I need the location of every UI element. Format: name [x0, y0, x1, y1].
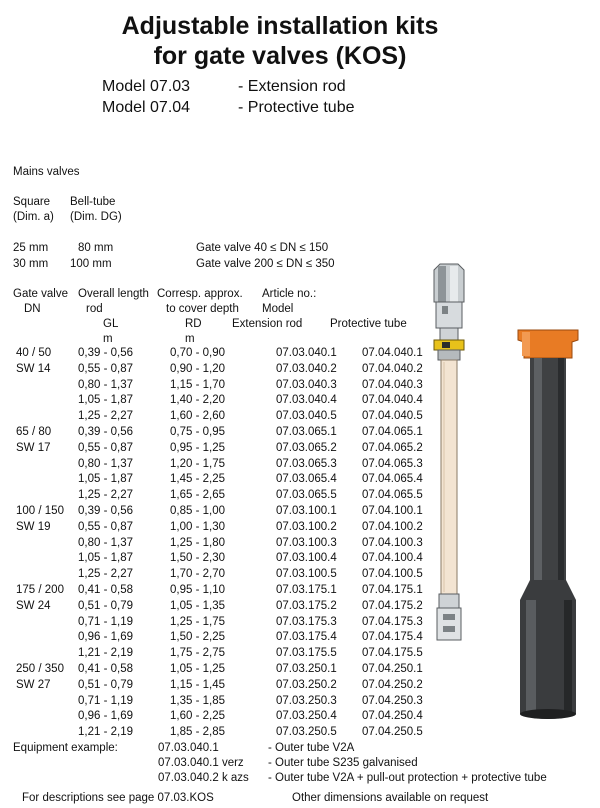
gate-valve-cell: SW 24 [16, 599, 51, 612]
cover-depth-cell: 1,65 - 2,65 [170, 489, 225, 502]
cover-depth-cell: 1,40 - 2,20 [170, 394, 225, 407]
protective-tube-article-cell: 07.04.250.1 [362, 662, 423, 675]
protective-tube-article-cell: 07.04.065.2 [362, 441, 423, 454]
table-row [12, 504, 452, 520]
cover-depth-cell: 1,15 - 1,45 [170, 678, 225, 691]
table-row [12, 646, 452, 662]
overall-length-cell: 0,55 - 0,87 [78, 362, 133, 375]
square-sub-label: (Dim. a) [13, 211, 54, 223]
equipment-desc-1: - Outer tube V2A [268, 742, 355, 754]
table-row [12, 457, 452, 473]
header-dn: DN [24, 303, 41, 315]
gate-valve-cell: SW 17 [16, 441, 51, 454]
table-row [12, 378, 452, 394]
extension-rod-article-cell: 07.03.250.1 [276, 662, 337, 675]
header-gate-valve: Gate valve [13, 288, 68, 300]
cover-depth-cell: 1,70 - 2,70 [170, 568, 225, 581]
gate-valve-cell: 250 / 350 [16, 662, 64, 675]
cover-depth-cell: 1,35 - 1,85 [170, 694, 225, 707]
overall-length-cell: 0,39 - 0,56 [78, 347, 133, 359]
gate-valve-cell [12, 725, 78, 741]
gate-valve-cell [12, 409, 78, 425]
protective-tube-article-cell: 07.04.065.1 [362, 425, 423, 438]
cover-depth-cell: 1,15 - 1,70 [170, 378, 225, 391]
equipment-desc-3: - Outer tube V2A + pull-out protection + protective tube [268, 772, 547, 784]
header-cover-depth: to cover depth [166, 303, 239, 315]
extension-rod-article-cell: 07.03.065.2 [276, 441, 337, 454]
gate-valve-cell: SW 19 [16, 520, 51, 533]
extension-rod-article-cell: 07.03.250.5 [276, 726, 337, 739]
gate-valve-cell [12, 709, 78, 725]
dn-range-2: Gate valve 200 ≤ DN ≤ 350 [196, 258, 335, 270]
footer-dimensions-note: Other dimensions available on request [292, 792, 489, 804]
cover-depth-cell: 1,20 - 1,75 [170, 457, 225, 470]
overall-length-cell: 0,51 - 0,79 [78, 599, 133, 612]
cover-depth-cell: 1,50 - 2,25 [170, 631, 225, 644]
extension-rod-article-cell: 07.03.175.4 [276, 631, 337, 644]
overall-length-cell: 1,25 - 2,27 [78, 489, 133, 502]
table-row [12, 630, 452, 646]
overall-length-cell: 0,96 - 1,69 [78, 631, 133, 644]
model-desc-1: - Extension rod [238, 78, 346, 95]
extension-rod-article-cell: 07.03.175.5 [276, 647, 337, 660]
gate-valve-cell [12, 393, 78, 409]
overall-length-cell: 0,41 - 0,58 [78, 662, 133, 675]
gate-valve-cell: 65 / 80 [16, 425, 52, 438]
table-row [12, 567, 452, 583]
extension-rod-article-cell: 07.03.250.2 [276, 678, 337, 691]
table-row [12, 441, 452, 457]
table-row [12, 362, 452, 378]
cover-depth-cell: 0,90 - 1,20 [170, 362, 225, 375]
dn-range-1: Gate valve 40 ≤ DN ≤ 150 [196, 242, 329, 254]
extension-rod-article-cell: 07.03.100.1 [276, 504, 337, 517]
cover-depth-cell: 1,25 - 1,80 [170, 536, 225, 549]
extension-rod-article-cell: 07.03.040.2 [276, 362, 337, 375]
header-overall-length: Overall length [78, 288, 149, 300]
protective-tube-article-cell: 07.04.250.5 [362, 726, 423, 739]
gate-valve-cell [12, 378, 78, 394]
protective-tube-article-cell: 07.04.175.1 [362, 583, 423, 596]
extension-rod-article-cell: 07.03.040.1 [276, 347, 337, 359]
gate-valve-cell [12, 630, 78, 646]
cover-depth-cell: 1,60 - 2,25 [170, 710, 225, 723]
gate-valve-cell [12, 536, 78, 552]
extension-rod-article-cell: 07.03.100.5 [276, 568, 337, 581]
page-title-line1: Adjustable installation kits [121, 12, 439, 40]
protective-tube-article-cell: 07.04.065.3 [362, 457, 423, 470]
overall-length-cell: 0,71 - 1,19 [78, 694, 133, 707]
extension-rod-article-cell: 07.03.040.3 [276, 378, 337, 391]
table-row [12, 409, 452, 425]
product-illustration [420, 262, 595, 724]
table-row [12, 520, 452, 536]
protective-tube-article-cell: 07.04.250.3 [362, 694, 423, 707]
square-label: Square [13, 196, 51, 208]
gate-valve-cell [12, 488, 78, 504]
protective-tube-article-cell: 07.04.250.2 [362, 678, 423, 691]
cover-depth-cell: 1,00 - 1,30 [170, 520, 225, 533]
extension-rod-article-cell: 07.03.040.4 [276, 394, 337, 407]
overall-length-cell: 1,05 - 1,87 [78, 552, 133, 565]
table-row [12, 346, 452, 362]
protective-tube-article-cell: 07.04.100.2 [362, 520, 423, 533]
model-code-2: Model 07.04 [102, 99, 191, 116]
extension-rod-article-cell: 07.03.175.3 [276, 615, 337, 628]
table-row [12, 488, 452, 504]
protective-tube-article-cell: 07.04.040.4 [362, 394, 423, 407]
gate-valve-cell [12, 472, 78, 488]
protective-tube-illustration [518, 330, 578, 719]
overall-length-cell: 1,25 - 2,27 [78, 568, 133, 581]
extension-rod-article-cell: 07.03.250.3 [276, 694, 337, 707]
gate-valve-cell: SW 27 [16, 678, 51, 691]
protective-tube-article-cell: 07.04.175.5 [362, 647, 423, 660]
table-row [12, 615, 452, 631]
header-rd: RD [185, 318, 202, 330]
extension-rod-article-cell: 07.03.175.1 [276, 583, 337, 596]
equipment-code-3: 07.03.040.2 k azs [158, 772, 249, 784]
header-corresp: Corresp. approx. [157, 288, 243, 300]
cover-depth-cell: 0,75 - 0,95 [170, 425, 225, 438]
cover-depth-cell: 1,05 - 1,35 [170, 599, 225, 612]
dim-a-1: 25 mm [13, 242, 49, 254]
table-row [12, 472, 452, 488]
table-row [12, 662, 452, 678]
header-rod: rod [86, 303, 103, 315]
table-row [12, 694, 452, 710]
extension-rod-article-cell: 07.03.175.2 [276, 599, 337, 612]
table-row [12, 709, 452, 725]
extension-rod-article-cell: 07.03.065.4 [276, 473, 337, 486]
cover-depth-cell: 1,75 - 2,75 [170, 647, 225, 660]
header-article-no: Article no.: [262, 288, 317, 300]
header-unit-m-2: m [185, 333, 195, 345]
overall-length-cell: 0,41 - 0,58 [78, 583, 133, 596]
table-row [12, 678, 452, 694]
protective-tube-article-cell: 07.04.175.4 [362, 631, 423, 644]
mains-valves-label: Mains valves [13, 166, 80, 178]
gate-valve-cell: SW 14 [16, 362, 51, 375]
gate-valve-cell [12, 694, 78, 710]
protective-tube-article-cell: 07.04.040.3 [362, 378, 423, 391]
equipment-desc-2: - Outer tube S235 galvanised [268, 757, 418, 769]
page-title-line2: for gate valves (KOS) [153, 42, 407, 70]
bell-tube-sub-label: (Dim. DG) [70, 211, 122, 223]
gate-valve-cell [12, 457, 78, 473]
gate-valve-cell [12, 646, 78, 662]
overall-length-cell: 0,96 - 1,69 [78, 710, 133, 723]
table-row [12, 425, 452, 441]
table-row [12, 551, 452, 567]
model-desc-2: - Protective tube [238, 99, 355, 116]
header-model: Model [262, 303, 294, 315]
extension-rod-article-cell: 07.03.065.3 [276, 457, 337, 470]
overall-length-cell: 1,05 - 1,87 [78, 394, 133, 407]
header-unit-m-1: m [103, 333, 113, 345]
table-row [12, 725, 452, 741]
protective-tube-article-cell: 07.04.065.4 [362, 473, 423, 486]
overall-length-cell: 0,80 - 1,37 [78, 378, 133, 391]
protective-tube-article-cell: 07.04.040.2 [362, 362, 423, 375]
cover-depth-cell: 1,50 - 2,30 [170, 552, 225, 565]
gate-valve-cell [12, 615, 78, 631]
overall-length-cell: 0,55 - 0,87 [78, 520, 133, 533]
cover-depth-cell: 1,05 - 1,25 [170, 662, 225, 675]
equipment-code-2: 07.03.040.1 verz [158, 757, 244, 769]
overall-length-cell: 1,21 - 2,19 [78, 726, 133, 739]
gate-valve-cell [12, 551, 78, 567]
protective-tube-article-cell: 07.04.040.5 [362, 410, 423, 423]
protective-tube-article-cell: 07.04.175.2 [362, 599, 423, 612]
dim-dg-1: 80 mm [78, 242, 114, 254]
overall-length-cell: 0,71 - 1,19 [78, 615, 133, 628]
table-row [12, 599, 452, 615]
extension-rod-article-cell: 07.03.065.5 [276, 489, 337, 502]
cover-depth-cell: 1,60 - 2,60 [170, 410, 225, 423]
extension-rod-article-cell: 07.03.040.5 [276, 410, 337, 423]
overall-length-cell: 0,80 - 1,37 [78, 457, 133, 470]
cover-depth-cell: 0,95 - 1,25 [170, 441, 225, 454]
dim-a-2: 30 mm [13, 258, 49, 270]
header-gl: GL [103, 318, 119, 330]
extension-rod-article-cell: 07.03.100.4 [276, 552, 337, 565]
protective-tube-article-cell: 07.04.250.4 [362, 710, 423, 723]
gate-valve-cell [12, 567, 78, 583]
cover-depth-cell: 0,70 - 0,90 [170, 347, 225, 359]
overall-length-cell: 0,39 - 0,56 [78, 504, 133, 517]
overall-length-cell: 1,25 - 2,27 [78, 410, 133, 423]
cover-depth-cell: 1,25 - 1,75 [170, 615, 225, 628]
overall-length-cell: 1,21 - 2,19 [78, 647, 133, 660]
protective-tube-article-cell: 07.04.065.5 [362, 489, 423, 502]
protective-tube-article-cell: 07.04.100.3 [362, 536, 423, 549]
protective-tube-article-cell: 07.04.100.1 [362, 504, 423, 517]
header-protective-tube: Protective tube [330, 318, 407, 330]
dim-dg-2: 100 mm [70, 258, 112, 270]
gate-valve-cell: 175 / 200 [16, 583, 64, 596]
overall-length-cell: 0,55 - 0,87 [78, 441, 133, 454]
table-row [12, 583, 452, 599]
article-table [12, 346, 452, 741]
overall-length-cell: 0,39 - 0,56 [78, 425, 133, 438]
protective-tube-article-cell: 07.04.175.3 [362, 615, 423, 628]
equipment-code-1: 07.03.040.1 [158, 742, 219, 754]
footer-descriptions-note: For descriptions see page 07.03.KOS [22, 792, 214, 804]
cover-depth-cell: 0,95 - 1,10 [170, 583, 225, 596]
overall-length-cell: 1,05 - 1,87 [78, 473, 133, 486]
equipment-label: Equipment example: [13, 742, 118, 754]
cover-depth-cell: 0,85 - 1,00 [170, 504, 225, 517]
extension-rod-article-cell: 07.03.100.3 [276, 536, 337, 549]
extension-rod-illustration [434, 264, 464, 640]
bell-tube-label: Bell-tube [70, 196, 116, 208]
protective-tube-article-cell: 07.04.100.4 [362, 552, 423, 565]
gate-valve-cell: 40 / 50 [16, 347, 52, 359]
model-code-1: Model 07.03 [102, 78, 191, 95]
gate-valve-cell: 100 / 150 [16, 504, 64, 517]
protective-tube-article-cell: 07.04.040.1 [362, 347, 423, 359]
extension-rod-article-cell: 07.03.100.2 [276, 520, 337, 533]
overall-length-cell: 0,51 - 0,79 [78, 678, 133, 691]
table-row [12, 536, 452, 552]
cover-depth-cell: 1,85 - 2,85 [170, 726, 225, 739]
overall-length-cell: 0,80 - 1,37 [78, 536, 133, 549]
header-extension-rod: Extension rod [232, 318, 303, 330]
cover-depth-cell: 1,45 - 2,25 [170, 473, 225, 486]
table-row [12, 393, 452, 409]
protective-tube-article-cell: 07.04.100.5 [362, 568, 423, 581]
extension-rod-article-cell: 07.03.250.4 [276, 710, 337, 723]
extension-rod-article-cell: 07.03.065.1 [276, 425, 337, 438]
